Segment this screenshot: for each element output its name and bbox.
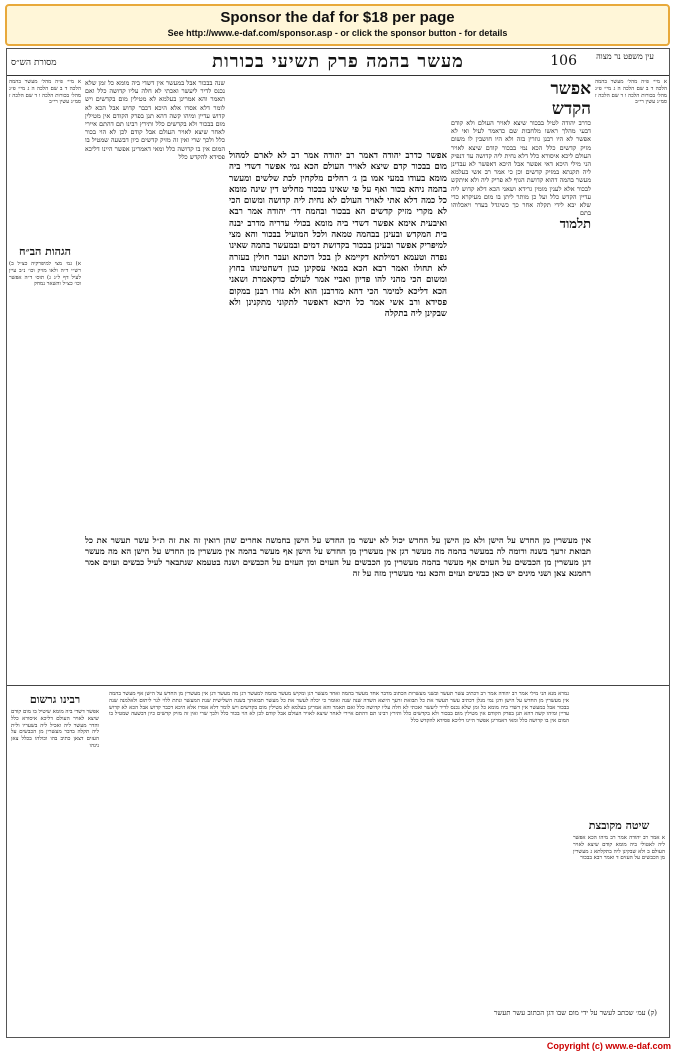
main-text-b: אפשר ובעינן בבכור בקדושת דמים ובמעשר בהמה שאינו נפדה וטעמא דמילתא דקיימא לן בכל דוכתא ועבר חולין בעזרה לא תחולו ואמר רבא הכא במאי עסקינן כגון דשחטינהו בחוץ ומשום הכי מהני להו פדיון ואביי אמר לעולם כדקאמרת ושאני הכא דליכא למימר הכי דהא מדרבנן הוא ולא גזרו רבנן במקום פסידא ורב אשי אמר כל היכא דאפשר לתקוני מתקנינן ולא שבקינן ליה בתקלה [229,241,447,320]
ein-mishpat-heading: עין משפט נר מצוה [596,52,654,61]
main-gemara-column [229,151,447,531]
bottom-text-2: שנה בבכור אבל במעשר אין דשדי ביה מומא כל זמן שלא נכנס לדיר ליעשר ואכתי לא חלה עליו קדושה כלל ואם תאמר והא אמרינן בעלמא לא מטילין מום בקדשים ויש לומר דלא אסרו אלא היכא דכבר קדוש אבל הכא לא קדוש עדיין ומיהו קשה דהא תנן בפרק הקודם אין מטילין מום בבכור ולא בקדשים כלל ותירץ רבינו תם דהתם איירי לאחר שיצא לאויר העולם אבל קודם לכן לא הוי בכור כלל ולכך שרי ואין זה מזיק קדשים כיון דבשעה שמטיל בו המום אין בו קדושה כלל ומאי דאמרינן אפשר היינו דליכא פסידא להקדש כלל [109,697,569,725]
page-title: מעשר בהמה פרק תשיעי בכורות [212,51,464,72]
tosafot-text: שנה בבכור אבל במעשר אין דשדי ביה מומא כל זמן שלא נכנס לדיר ליעשר ואכתי לא חלה עליו קדושה כלל ואם תאמר והא אמרינן בעלמא לא מטילין מום בקדשים ויש לומר דלא אסרו אלא היכא דכבר קדוש אבל הכא לא קדוש עדיין ומיהו קשה דהא תנן בפרק הקודם אין מטילין מום בבכור ולא בקדשים כלל ותירץ רבינו תם דהתם איירי לאחר שיצא לאויר העולם אבל קודם לכן לא הוי בכור כלל ולכך שרי ואין זה מזיק קדשים כיון דבשעה שמטיל בו המום אין בו קדושה כלל ומאי דאמרינן אפשר היינו דליכא פסידא להקדש כלל [85,79,225,161]
mesoret-column [9,79,81,239]
hagahot-column [9,261,81,681]
mishnah-text: אין מעשרין מן החדש על הישן ולא מן הישן על החדש יכול לא יעשר מן החדש על הישן בחמשה אחרים שהן רואין זה את זה ת״ל עשר תעשר את כל תבואת זרעך בשנה ודומה לה במעשר בהמה מה מעשר דגן אין מעשרין מן החדש על הישן אף מעשר בהמה אין מעשרין מן החדש על הישן הא מה מעשר דגן מעשרין מן הכבשים על העזים אף מעשר בהמה מעשרין מן הכבשים על העזים ומן העזים על הכבשים ושנה בטעמא שנתבאר לעיל כבשים ועזים אמר רחמנא צאן ושני מינים יש כאן כבשים ועזים והכא נמי מעשרין מזה על זה [85,535,591,578]
sponsor-title[interactable]: Sponsor the daf for $18 per page [220,9,455,26]
shita-column [573,835,665,1005]
hagahot-text: א) גמ׳ מצי למיפרקיה כצ״ל ב) רש״י ד״ה ולאו מזיק וכו׳ נ״ב עיין לעיל דף ל״ג ג) תוס׳ ד״ה אפשר וכו׳ כצ״ל והשאר נמחק [9,261,81,288]
ein-mishpat-text: א מיי׳ פ״ה מהל׳ מעשר בהמה הלכה ד ב שם הלכה ה ג מיי׳ פ״ג מהל׳ בכורות הלכה ו ד שם הלכה ז סמ״ג עשין רי״ב [595,79,667,106]
talmud-page [6,48,670,1038]
sponsor-banner[interactable] [5,4,670,46]
sponsor-subtitle[interactable]: See http://www.e-daf.com/sponsor.asp - or click the sponsor button - for details [167,28,508,38]
shita-heading: שיטה מקובצת [588,819,650,832]
rabbeinu-gershom-text: אפשר דשדי ביה מומא שיטיל בו מום קודם שיצא לאויר העולם דליכא איסורא כלל והדר מעשר ליה ואכיל ליה בשעריו ולית ליה תקלה בדבר מעשרין מן הכבשים על העזים דצאן כתיב בהו וכולהו בכלל צאן נינהו [11,709,99,749]
section-divider [7,685,669,686]
copyright-notice[interactable]: Copyright (c) www.e-daf.com [546,1041,671,1051]
main-text-a: אפשר כדרב יהודה דאמר רב יהודה אמר רב לא לארם למהול מום בבכור קדם שיצא לאויר העולם הכא נמי אפשר דשדי ביה מומא בעודו במעי אמו בן ג׳ רחלים מלקחין לכת שלשים ומעשר בהמה ניהא בכור ואף על פי שאינו בבכור מחליט דין שינה מומא כל כמה דלא אתי לאויר העולם לא נחית ליה קדושה ומשום הכי לא מקרי מזיק קדשים הא בבכור ובהמה דר׳ יהודה אמר רבא ואיבעית אימא אפשר דשדי ביה מומא בכולי עדריה מדרב יבנה בית המקדש ובעינן בבהמה טמאה ולכל המועיל בבכור והא מצי למיפריק [229,151,447,252]
mesoret-notes: א מיי׳ פ״ה מהל׳ מעשר בהמה הלכה ד ב שם הלכה ה ג מיי׳ פ״ג מהל׳ בכורות הלכה ו ד שם הלכה ז סמ״ג עשין רי״ב [9,79,81,106]
page-number: 106 [550,53,577,69]
mesoret-heading: מסורת הש״ס [11,58,57,68]
rashi-text: כדרב יהודה לטיל בבכור שיצא לאויר העולם ולא קודם דבעי מהלך ראשו מלחבות שם כדאמר לעיל ואי לא אפשר לא היו רבנן גוזרין בזה ולא היו חושבין לו משום מזיק קדשים כלל הכא נמי בבכור קודם שיצא לאויר העולם ליכא איסורא כלל דלא נחית ליה קדושה עד דנפיק הני מילי היכא דאי אפשר אבל היכא דאפשר לא עבדינן ליה תקנתא במזיק קדשים וכן כי אמר רב אשי בעלמא מעשר בהמה דהוא קדושת הגוף לא פריק ליה ולא איתקש לבכור אלא לענין מומין גרידא ושאני הכא דלא קדוש ליה עדיין הקדש כלל ועל כן מותר ליתן בו מום מעיקרא כדי שלא יבא לידי תקלה אחר כך כשיגדל בעדר ויאכלוהו בתם [451,119,591,218]
bottom-commentary-block [109,691,569,991]
page-header [7,49,669,76]
bottom-text: גמרא מנא הני מילי אמר רב יהודה אמר רב דכתיב עשר תעשר ובשני מעשרות הכתוב מדבר אחד מעשר בהמה ואחד מעשר דגן ומקיש מעשר בהמה למעשר דגן מה מעשר דגן אין מעשרין מן החדש על הישן אף מעשר בהמה אין מעשרין מן החדש על הישן ודגן נמי מנלן דכתיב עשר תעשר את כל תבואת זרעך היוצא השדה שנה שנה ואומר כי יכלה לעשר את כל מעשר תבואתך בשנה השלישית שנת המעשר ונתת ללוי לגר ליתום ולאלמנה [109,691,569,704]
mishnah-block [85,535,591,675]
talmud-heading: תלמוד [559,217,591,233]
shita-text: א אמר רב יהודה אמר רב מיהו הכא אפשר ליה לאטולי ביה מומא קודם שיצא לאויר העולם ב ולא שבקינן ליה בתקלתא ג מעשרין מן הכבשים על העזים ד ואמר רבא בבכור [573,835,665,862]
rabbeinu-gershom-heading: רבינו גרשום [29,693,81,706]
hakodesh-heading: הקדש [551,99,591,119]
rashi-column [451,79,591,529]
ein-mishpat-column [595,79,667,519]
rabbeinu-gershom-column [11,709,99,1009]
footnote: (ק) עמ׳ שכתב לעשר על ידי מום שבו דגן הכתוב עשר תעשר [493,1009,657,1017]
hagahot-heading: הגהות הב״ח [19,245,71,258]
efshar-heading: אפשר [550,79,591,99]
